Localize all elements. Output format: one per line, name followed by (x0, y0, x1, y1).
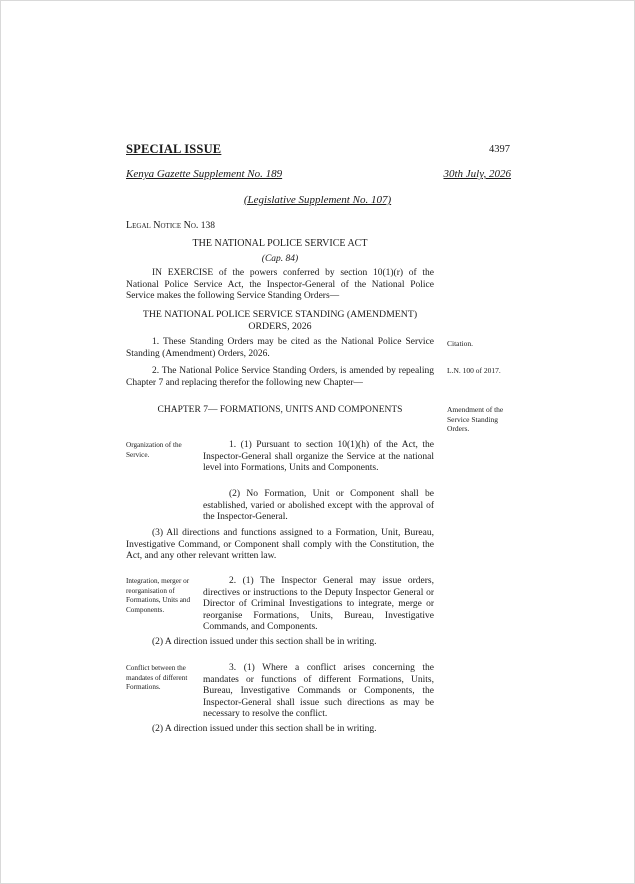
margin-note-conflict: Conflict between the mandates of different Formations. (126, 664, 188, 691)
act-chapter: (Cap. 84) (261, 254, 299, 264)
section-1-para-3: (3) All directions and functions assigned to a Formation, Unit, Bureau, Investigative Command, or Component shall comply with the Constitution, the Act, and any other relevant written law. (126, 528, 434, 561)
clause-amendment: 2. The National Police Service Standing Orders, is amended by repealing Chapter 7 and replacing therefor the following new Chapter— (126, 366, 434, 388)
legislative-supplement-label: (Legislative Supplement No. 107) (243, 194, 392, 206)
section-1-para-2: (2) No Formation, Unit or Component shall be established, varied or abolished except with the approval of the Inspector-General. (203, 489, 434, 522)
gazette-supplement-title: Kenya Gazette Supplement No. 189 (126, 168, 283, 180)
side-note-ln: L.N. 100 of 2017. (447, 366, 501, 375)
section-1-para-1: 1. (1) Pursuant to section 10(1)(h) of the Act, the Inspector-General shall organize the Service at the national level into Formations, Units and Components. (203, 440, 434, 473)
margin-note-integration: Integration, merger or reorganisation of Formations, Units and Components. (126, 577, 191, 614)
legal-notice-label: Legal Notice No. (126, 220, 199, 231)
legal-notice-value: 138 (200, 221, 216, 231)
section-2-para-2: (2) A direction issued under this section shall be in writing. (152, 637, 377, 647)
special-issue-heading: SPECIAL ISSUE (126, 142, 222, 156)
act-title: THE NATIONAL POLICE SERVICE ACT (192, 238, 368, 249)
legislative-supplement (0, 194, 635, 206)
legal-notice-number (126, 220, 215, 231)
page-number: 4397 (489, 144, 510, 155)
margin-note-organization: Organization of the Service. (126, 441, 182, 459)
side-note-amendment: Amendment of the Service Standing Orders. (447, 405, 504, 433)
chapter-heading: CHAPTER 7— FORMATIONS, UNITS AND COMPONENTS (157, 405, 403, 415)
gazette-date: 30th July, 2026 (443, 168, 511, 180)
side-note-citation: Citation. (447, 339, 474, 348)
orders-title: THE NATIONAL POLICE SERVICE STANDING (AMENDMENT) ORDERS, 2026 (142, 309, 418, 332)
preamble: IN EXERCISE of the powers conferred by section 10(1)(r) of the National Police Service Act, the Inspector-General of the National Police Service makes the following Service Standing Orders— (126, 268, 434, 301)
section-3-para-1: 3. (1) Where a conflict arises concerning the mandates or functions of different Formations, Units, Bureau, Investigative Commands or Components, the Inspector-General shall issue such directions as may be necessary to resolve the conflict. (203, 663, 434, 719)
section-2-para-1: 2. (1) The Inspector General may issue orders, directives or instructions to the Deputy Inspector General or Director of Criminal Investigations to integrate, merge or reorganise Formations, Units, Bureau, Investigative Commands, and Components. (203, 576, 434, 632)
clause-citation: 1. These Standing Orders may be cited as the National Police Service Standing (Amendment) Orders, 2026. (126, 337, 434, 359)
section-3-para-2: (2) A direction issued under this section shall be in writing. (152, 724, 377, 734)
